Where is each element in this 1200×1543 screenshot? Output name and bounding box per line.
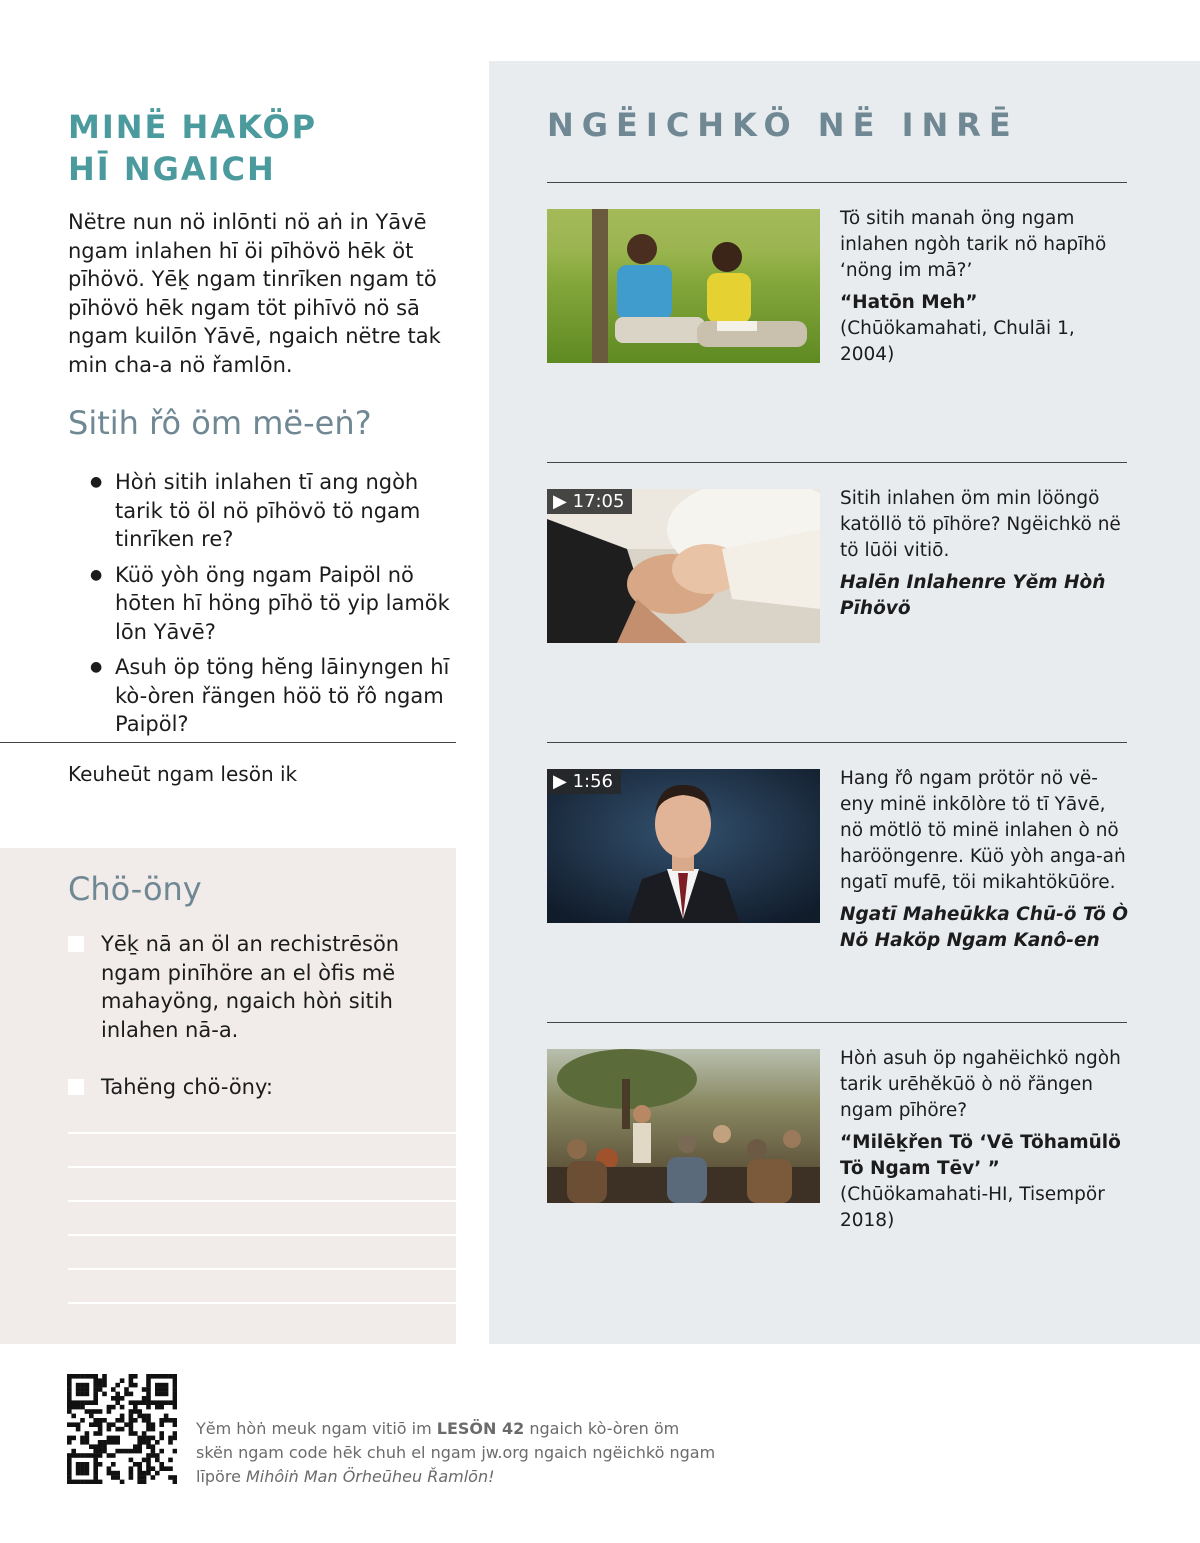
writing-line[interactable] [68, 1132, 456, 1134]
summary-text: Nëtre nun nö inlōnti nö aṅ in Yāvē ngam inlahen hī öi pīhövö hēk öt pīhövö. Yēḵ ngam tinrīken ngam tö pīhövö hēk ngam töt pihīvö nö sā ngam kuilōn Yāvē, ngaich nëtre tak min cha-a nö řamlōn. [68, 210, 441, 377]
explore-title: NGËICHKÖ NË INRĒ [547, 106, 1019, 144]
writing-line[interactable] [68, 1268, 456, 1270]
review-question: ● Asuh öp töng hĕng lāinyngen hī kò-òren řängen höö tö řô ngam Paipöl? [90, 653, 450, 739]
resource-citation[interactable] [840, 902, 1130, 954]
holding-hands-video-thumbnail[interactable] [547, 489, 820, 643]
play-icon: ▶ [553, 771, 567, 792]
video-duration: ▶ 1:56 [547, 769, 621, 794]
goal-checkbox[interactable] [68, 936, 84, 952]
writing-line[interactable] [68, 1302, 456, 1304]
resource-question: Hòṅ asuh öp ngahëichkö ngòh tarik urēhĕkūö ò nö řängen ngam pīhöre? [840, 1048, 1121, 1121]
resource-source: (Chūökamahati, Chulāi 1, 2004) [840, 318, 1075, 365]
review-question-list [90, 468, 450, 746]
resource-title[interactable]: “Milēḵřen Tö ‘Vē Töhamūlö Tö Ngam Tēv’ ” [840, 1132, 1121, 1179]
see-also-text: Keuheūt ngam lesön ik [68, 762, 298, 786]
resource-title[interactable]: Halēn Inlahenre Yĕm Hòṅ Pīhövö [840, 572, 1106, 619]
writing-line[interactable] [68, 1166, 456, 1168]
couple-reading-image[interactable] [547, 209, 820, 363]
resource-question: Sitih inlahen öm min lööngö katöllö tö pīhöre? Ngëichkö në tö lūöi vitiō. [840, 488, 1121, 561]
summary-title-line2: HĪ NGAICH [68, 150, 276, 188]
review-question: ● Hòṅ sitih inlahen tī ang ngòh tarik tö öl nö pīhövö tö ngam tinrīken re? [90, 468, 450, 554]
footer-lesson: LESÖN 42 [436, 1419, 525, 1438]
divider [547, 1022, 1127, 1023]
resource-question: Tö sitih manah öng ngam inlahen ngòh tarik nö hapīhö ‘nöng im mā?’ [840, 208, 1107, 281]
resource-citation[interactable] [840, 290, 1130, 368]
footer-text [196, 1417, 716, 1489]
resource-title[interactable]: Ngatī Maheūkka Chū-ö Tö Ò Nö Haköp Ngam Kanô-en [840, 904, 1129, 951]
resource-citation[interactable] [840, 570, 1130, 622]
divider [547, 182, 1127, 183]
footer-text-prefix: Yĕm hòṅ meuk ngam vitiō im [196, 1419, 437, 1438]
goals-title: Chö-öny [68, 870, 202, 908]
goal-item [68, 930, 428, 1044]
qr-code-icon[interactable] [67, 1374, 177, 1484]
summary-title [68, 106, 448, 190]
footer-book-title: Mihôiṅ Man Örheūheu Řamlōn! [246, 1467, 495, 1486]
review-question: ● Küö yòh öng ngam Paipöl nö hōten hī höng pīhö tö yip lamök lōn Yāvē? [90, 561, 450, 647]
divider [547, 742, 1127, 743]
goal-text: Yēḵ nā an öl an rechistrēsön ngam pinīhöre an el òfis më mahayöng, ngaich hòṅ sitih inlahen nā-a. [101, 932, 400, 1042]
resource-text [840, 766, 1130, 954]
goal-text: Tahëng chö-öny: [101, 1075, 273, 1099]
writing-line[interactable] [68, 1200, 456, 1202]
resource-question: Hang řô ngam prötör nö vë-eny minë inkōlòre tö tī Yāvē, nö mötlö tö minë inlahen ò nö harööngenre. Küö yòh anga-aṅ ngatī mufē, töi mikahtökūöre. [840, 768, 1126, 893]
resource-text [840, 206, 1130, 368]
footer-text-middle: ngaich kò-òren öm skën ngam code hēk chuh el ngam jw.org ngaich ngëichkö ngam līpöre [196, 1419, 716, 1486]
goal-checkbox[interactable] [68, 1079, 84, 1095]
resource-citation[interactable] [840, 1130, 1130, 1234]
resource-text [840, 1046, 1130, 1234]
review-title: Sitih řô öm më-eṅ? [68, 404, 372, 442]
video-duration: ▶ 17:05 [547, 489, 632, 514]
divider [0, 742, 456, 743]
goal-item [68, 1073, 428, 1102]
resource-text [840, 486, 1130, 622]
jesus-teaching-image[interactable] [547, 1049, 820, 1203]
brother-video-thumbnail[interactable] [547, 769, 820, 923]
play-icon: ▶ [553, 491, 567, 512]
resource-title[interactable]: “Hatōn Meh” [840, 292, 978, 313]
resource-source: (Chūökamahati-HI, Tisempör 2018) [840, 1184, 1105, 1231]
writing-line[interactable] [68, 1234, 456, 1236]
summary-title-line1: MINË HAKÖP [68, 108, 318, 146]
divider [547, 462, 1127, 463]
